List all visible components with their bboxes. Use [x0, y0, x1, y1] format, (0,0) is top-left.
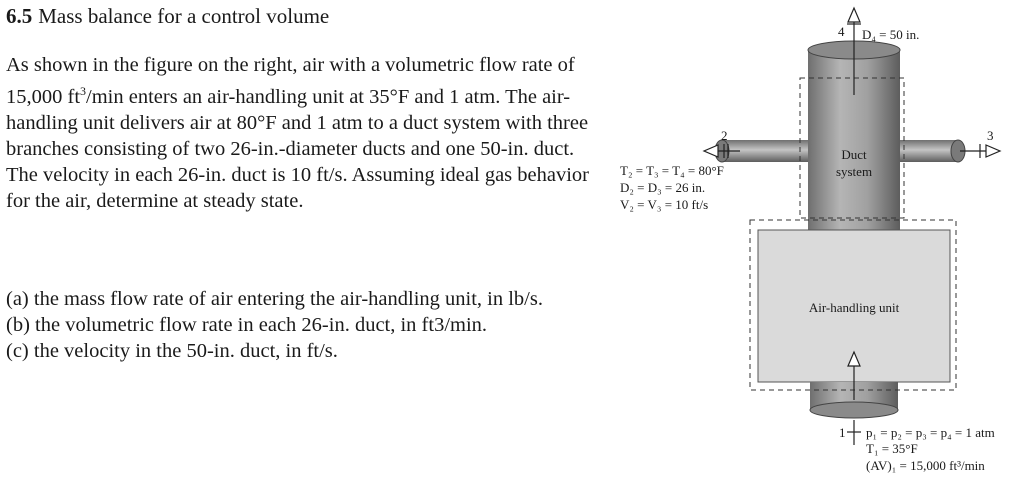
question-c: (c) the velocity in the 50-in. duct, in ft/s. [6, 340, 338, 362]
pressures-label: p₁ = p₂ = p₃ = p₄ = 1 atm [866, 425, 995, 440]
temperatures-label: T₂ = T₃ = T₄ = 80°F [620, 163, 724, 178]
diameters-label: D₂ = D₃ = 26 in. [620, 180, 706, 195]
d4-label: D₄ = 50 in. [862, 27, 920, 42]
state-3-label: 3 [987, 128, 994, 143]
problem-intro-part2: /min enters an air-handling unit at 35°F and 1 atm. The air-handling unit delivers air at 80°F and 1 atm to a duct system with three branches consisting of two 26-in.-diameter ducts and one 50-in. duct. The velocity in each 26-in. duct is 10 ft/s. Assuming ideal gas behavior for the air, determine at steady state. [6, 85, 589, 212]
section-title: Mass balance for a control volume [38, 4, 330, 28]
state-1-label: 1 [839, 425, 846, 440]
problem-statement [6, 52, 606, 214]
question-b: (b) the volumetric flow rate in each 26-in. duct, in ft3/min. [6, 314, 488, 336]
question-a: (a) the mass flow rate of air entering the air-handling unit, in lb/s. [6, 288, 543, 310]
section-number: 6.5 [6, 4, 33, 28]
section-heading [6, 4, 329, 29]
problem-intro-part1: As shown in the figure on the right, air with a volumetric flow rate of 15,000 ft [6, 54, 575, 108]
air-handling-unit-label: Air-handling unit [808, 300, 900, 315]
question-list [6, 286, 606, 364]
air-handling-figure [600, 0, 1024, 482]
problem-intro-superscript: 3 [80, 84, 87, 98]
inlet-flow-label: (AV)₁ = 15,000 ft³/min [866, 458, 985, 473]
velocities-label: V₂ = V₃ = 10 ft/s [620, 197, 709, 212]
t1-label: T₁ = 35°F [866, 441, 918, 456]
state-4-label: 4 [838, 24, 845, 39]
duct-system-label-line2: system [835, 164, 873, 179]
state-2-label: 2 [721, 128, 728, 143]
duct-system-label-line1: Duct [841, 147, 867, 162]
right-branch-duct [900, 140, 965, 162]
